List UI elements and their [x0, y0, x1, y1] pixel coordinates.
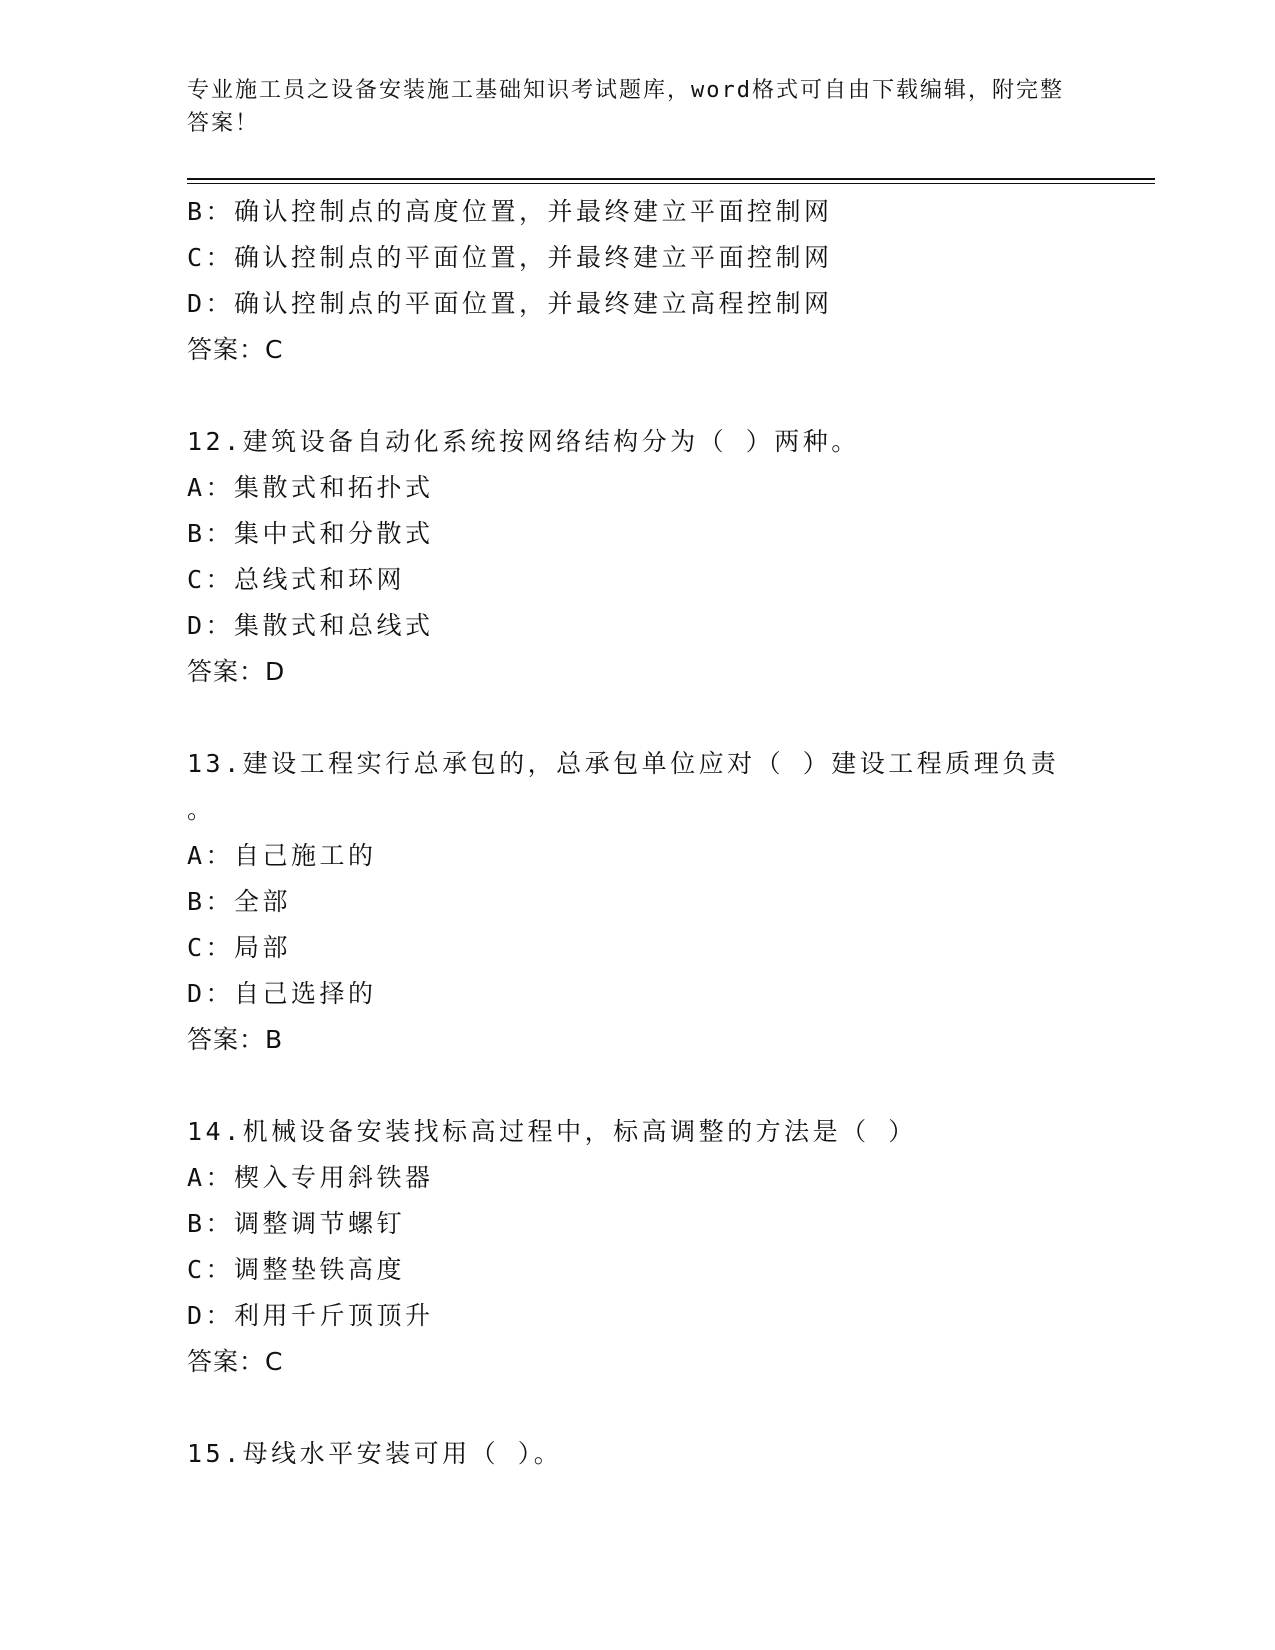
- document-header: 专业施工员之设备安装施工基础知识考试题库，word格式可自由下载编辑，附完整答案！: [187, 78, 1064, 136]
- header-divider-thin: [187, 183, 1155, 184]
- option-c: C：确认控制点的平面位置，并最终建立平面控制网: [187, 243, 833, 272]
- question-14: [187, 1109, 1087, 1385]
- question-stem-continuation: 。: [187, 795, 216, 824]
- option-c: C：调整垫铁高度: [187, 1255, 406, 1284]
- option-c: C：总线式和环网: [187, 565, 406, 594]
- option-d: D：自己选择的: [187, 979, 377, 1008]
- option-d: D：集散式和总线式: [187, 611, 434, 640]
- option-a: A：自己施工的: [187, 841, 377, 870]
- header-divider-thick: [187, 178, 1155, 180]
- option-d: D：利用千斤顶顶升: [187, 1301, 434, 1330]
- question-13: [187, 741, 1087, 1063]
- option-b: B：全部: [187, 887, 292, 916]
- question-list: [187, 189, 1087, 1477]
- answer: 答案：C: [187, 1347, 284, 1376]
- question-stem: 15.母线水平安装可用（ ）。: [187, 1439, 563, 1468]
- question-stem: 13.建设工程实行总承包的，总承包单位应对（ ）建设工程质理负责: [187, 749, 1060, 778]
- option-c: C：局部: [187, 933, 292, 962]
- option-a: A：楔入专用斜铁器: [187, 1163, 434, 1192]
- question-11-continuation: [187, 189, 1087, 373]
- question-stem: 14.机械设备安装找标高过程中，标高调整的方法是（ ）: [187, 1117, 917, 1146]
- option-b: B：集中式和分散式: [187, 519, 434, 548]
- option-d: D：确认控制点的平面位置，并最终建立高程控制网: [187, 289, 833, 318]
- option-a: A：集散式和拓扑式: [187, 473, 434, 502]
- question-15: [187, 1431, 1087, 1477]
- option-b: B：确认控制点的高度位置，并最终建立平面控制网: [187, 197, 833, 226]
- question-12: [187, 419, 1087, 695]
- option-b: B：调整调节螺钉: [187, 1209, 406, 1238]
- answer: 答案：C: [187, 335, 284, 364]
- answer: 答案：D: [187, 657, 286, 686]
- answer: 答案：B: [187, 1025, 284, 1054]
- question-stem: 12.建筑设备自动化系统按网络结构分为（ ）两种。: [187, 427, 860, 456]
